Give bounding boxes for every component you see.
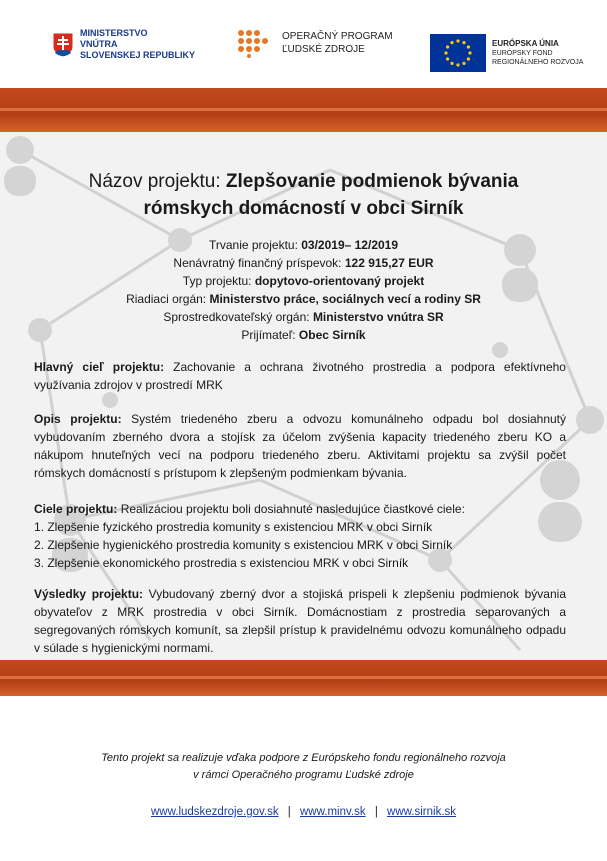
meta-beneficiary: [20, 326, 587, 344]
section-text: Realizáciou projektu boli dosiahnuté nasledujúce čiastkové ciele:: [117, 502, 465, 516]
aim-item: 1. Zlepšenie fyzického prostredia komunity s existenciou MRK v obci Sirník: [34, 520, 433, 534]
op-line1: OPERAČNÝ PROGRAM: [282, 31, 393, 42]
link-sirnik[interactable]: www.sirnik.sk: [387, 806, 457, 818]
title-line2: rómskych domácností v obci Sirník: [143, 198, 464, 219]
minv-line3: SLOVENSKEJ REPUBLIKY: [80, 50, 196, 60]
title-prefix: Názov projektu:: [88, 171, 226, 192]
eu-line2: EURÓPSKY FOND: [492, 50, 553, 57]
meta-managing-body: [20, 290, 587, 308]
orange-band-top: [0, 88, 607, 132]
aim-item: 3. Zlepšenie ekonomického prostredia s existenciou MRK v obci Sirník: [34, 556, 409, 570]
eu-line3: REGIONÁLNEHO ROZVOJA: [492, 59, 584, 66]
aim-item: 2. Zlepšenie hygienického prostredia komunity s existenciou MRK v obci Sirník: [34, 538, 453, 552]
meta-value: 122 915,27 EUR: [344, 256, 434, 270]
meta-value: dopytovo-orientovaný projekt: [254, 274, 425, 288]
link-separator: |: [374, 806, 378, 818]
meta-value: 03/2019– 12/2019: [301, 238, 399, 252]
section-aims: [34, 500, 566, 572]
meta-label: Typ projektu:: [182, 274, 255, 288]
op-human-resources-logo: [236, 28, 393, 58]
section-results: [34, 585, 566, 657]
meta-duration: [20, 236, 587, 254]
project-title: [20, 168, 587, 222]
meta-value: Ministerstvo vnútra SR: [312, 310, 444, 324]
meta-label: Riadiaci orgán:: [126, 292, 210, 306]
meta-label: Prijímateľ:: [241, 328, 299, 342]
footer-links: [0, 806, 607, 818]
section-label: Opis projektu:: [34, 412, 122, 426]
section-main-goal: [34, 358, 566, 394]
minv-line2: VNÚTRA: [80, 39, 118, 49]
section-label: Ciele projektu:: [34, 502, 118, 516]
meta-value: Obec Sirník: [298, 328, 366, 342]
eu-fund-logo: [430, 34, 583, 72]
op-line2: ĽUDSKÉ ZDROJE: [282, 44, 365, 55]
ministry-interior-logo: [52, 28, 195, 61]
meta-type: [20, 272, 587, 290]
meta-grant: [20, 254, 587, 272]
logo-header: [0, 0, 607, 88]
orange-band-bottom: [0, 660, 607, 696]
eu-line1: EURÓPSKA ÚNIA: [492, 39, 559, 48]
section-text: Zachovanie a ochrana životného prostredia a podpora efektívneho využívania zdrojov v prostredí MRK: [34, 360, 566, 392]
section-label: Výsledky projektu:: [34, 587, 144, 601]
minv-line1: MINISTERSTVO: [80, 28, 148, 38]
op-dots-icon: [236, 28, 272, 58]
section-text: Vybudovaný zberný dvor a stojiská prispeli k zlepšeniu podmienok bývania obyvateľov z MRK prostredia v obci Sirník. Domácnostiam z prostredia separovaných a segregovaných rómskych komunít, sa zlepšil prístup k pravidelnému odvozu komunálneho odpadu v súlade s hygienickými normami.: [34, 587, 566, 655]
link-ludskezdroje[interactable]: www.ludskezdroje.gov.sk: [150, 806, 279, 818]
meta-label: Sprostredkovateľský orgán:: [163, 310, 313, 324]
meta-intermediate-body: [20, 308, 587, 326]
section-description: [34, 410, 566, 482]
title-line1: Zlepšovanie podmienok bývania: [225, 171, 519, 192]
link-minv[interactable]: www.minv.sk: [300, 806, 366, 818]
section-label: Hlavný cieľ projektu:: [34, 360, 165, 374]
meta-label: Trvanie projektu:: [208, 238, 302, 252]
footer: [0, 696, 607, 861]
meta-value: Ministerstvo práce, sociálnych vecí a rodiny SR: [209, 292, 481, 306]
link-separator: |: [287, 806, 291, 818]
section-text: Systém triedeného zberu a odvozu komunálneho odpadu bol dosiahnutý vybudovaním zberného dvora a stojísk za účelom zvýšenia kapacity triedeného zberu KO a nákupom hnuteľných vecí na podporu triedeného zberu. Aktivitami projektu sa zvýšil počet rómskych domácností s prístupom k zlepšeným podmienkam bývania.: [34, 412, 567, 480]
funding-note: [20, 750, 587, 784]
slovak-coat-of-arms-icon: [52, 32, 74, 58]
project-meta: [20, 236, 587, 344]
funding-note-line2: v rámci Operačného programu Ľudské zdroje: [193, 769, 414, 781]
meta-label: Nenávratný finančný príspevok:: [173, 256, 345, 270]
eu-flag-icon: [430, 34, 486, 72]
funding-note-line1: Tento projekt sa realizuje vďaka podpore z Európskeho fondu regionálneho rozvoja: [101, 752, 506, 764]
